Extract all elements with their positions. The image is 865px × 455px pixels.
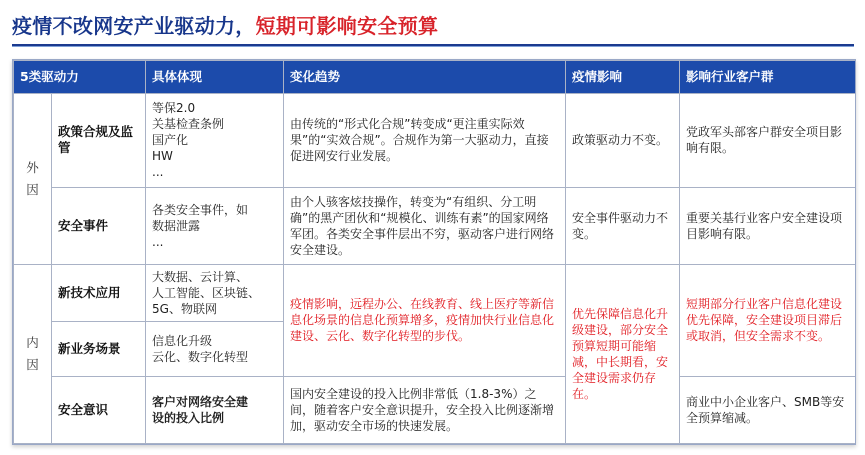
detail-item: 客户对网络安全建 — [152, 394, 249, 409]
customers-awareness: 商业中小企业客户、SMB等安全预算缩减。 — [680, 376, 856, 443]
impact-internal-shared: 优先保障信息化升级建设，部分安全预算短期可能缩减，中长期看，安全建设需求仍存在。 — [566, 264, 680, 443]
drivers-table — [13, 60, 856, 444]
detail-item: HW — [152, 149, 173, 164]
detail-item: ... — [152, 234, 164, 249]
details-new-business — [146, 321, 284, 376]
detail-item: 数据泄露 — [152, 218, 201, 233]
group-external-char-1: 外 — [26, 159, 39, 175]
table-header-row — [14, 61, 856, 94]
group-external — [14, 94, 52, 265]
driver-new-tech: 新技术应用 — [52, 264, 146, 321]
page-title — [12, 10, 438, 39]
detail-item: 等保2.0 — [152, 101, 196, 116]
details-awareness — [146, 376, 284, 443]
detail-item: 国产化 — [152, 133, 189, 148]
header-details: 具体体现 — [146, 61, 284, 94]
detail-item: 设的投入比例 — [152, 410, 225, 425]
group-internal — [14, 264, 52, 443]
detail-item: 大数据、云计算、 — [152, 269, 249, 284]
drivers-table-container — [12, 59, 856, 445]
driver-policy-line-2: 管 — [58, 140, 71, 156]
detail-item: 关基检查条例 — [152, 117, 225, 132]
table-row — [14, 187, 856, 264]
customers-security-events: 重要关基行业客户安全建设项目影响有限。 — [680, 187, 856, 264]
detail-item: 人工智能、区块链、 — [152, 285, 261, 300]
table-row — [14, 94, 856, 188]
customers-internal-shared: 短期部分行业客户信息化建设优先保障，安全建设项目滞后或取消，但安全需求不变。 — [680, 264, 856, 376]
driver-new-business: 新业务场景 — [52, 321, 146, 376]
trend-internal-shared: 疫情影响，远程办公、在线教育、线上医疗等新信息化场景的信息化预算增多，疫情加快行业信息化建设、云化、数字化转型的步伐。 — [284, 264, 566, 376]
trend-policy: 由传统的“形式化合规”转变成“更注重实际效果”的“实效合规”。合规作为第一大驱动力，直接促进网安行业发展。 — [284, 94, 566, 188]
detail-item: 5G、物联网 — [152, 301, 217, 316]
title-part-blue: 疫情不改网安产业驱动力， — [12, 14, 256, 38]
trend-security-events: 由个人骇客炫技操作，转变为“有组织、分工明确”的黑产团伙和“规模化、训练有素”的国家网络军团。各类安全事件层出不穷，驱动客户进行网络安全建设。 — [284, 187, 566, 264]
table-row — [14, 376, 856, 443]
header-trend: 变化趋势 — [284, 61, 566, 94]
detail-item: ... — [152, 165, 164, 180]
driver-security-events: 安全事件 — [52, 187, 146, 264]
group-external-char-2: 因 — [26, 181, 39, 197]
table-row — [14, 264, 856, 321]
detail-item: 各类安全事件，如 — [152, 202, 249, 217]
detail-item: 信息化升级 — [152, 333, 213, 348]
details-new-tech — [146, 264, 284, 321]
driver-awareness: 安全意识 — [52, 376, 146, 443]
customers-policy: 党政军头部客户群安全项目影响有限。 — [680, 94, 856, 188]
header-drivers: 5类驱动力 — [14, 61, 146, 94]
title-underline — [12, 44, 854, 46]
driver-policy-line-1: 政策合规及监 — [58, 124, 134, 140]
title-part-red: 短期可影响安全预算 — [255, 14, 439, 38]
driver-policy — [52, 94, 146, 188]
details-security-events — [146, 187, 284, 264]
trend-awareness: 国内安全建设的投入比例非常低（1.8-3%）之间，随着客户安全意识提升，安全投入比例逐渐增加，驱动安全市场的快速发展。 — [284, 376, 566, 443]
header-impact: 疫情影响 — [566, 61, 680, 94]
group-internal-char-2: 因 — [26, 356, 39, 372]
group-internal-char-1: 内 — [26, 334, 39, 350]
header-customers: 影响行业客户群 — [680, 61, 856, 94]
impact-security-events: 安全事件驱动力不变。 — [566, 187, 680, 264]
detail-item: 云化、数字化转型 — [152, 349, 249, 364]
impact-policy: 政策驱动力不变。 — [566, 94, 680, 188]
details-policy — [146, 94, 284, 188]
